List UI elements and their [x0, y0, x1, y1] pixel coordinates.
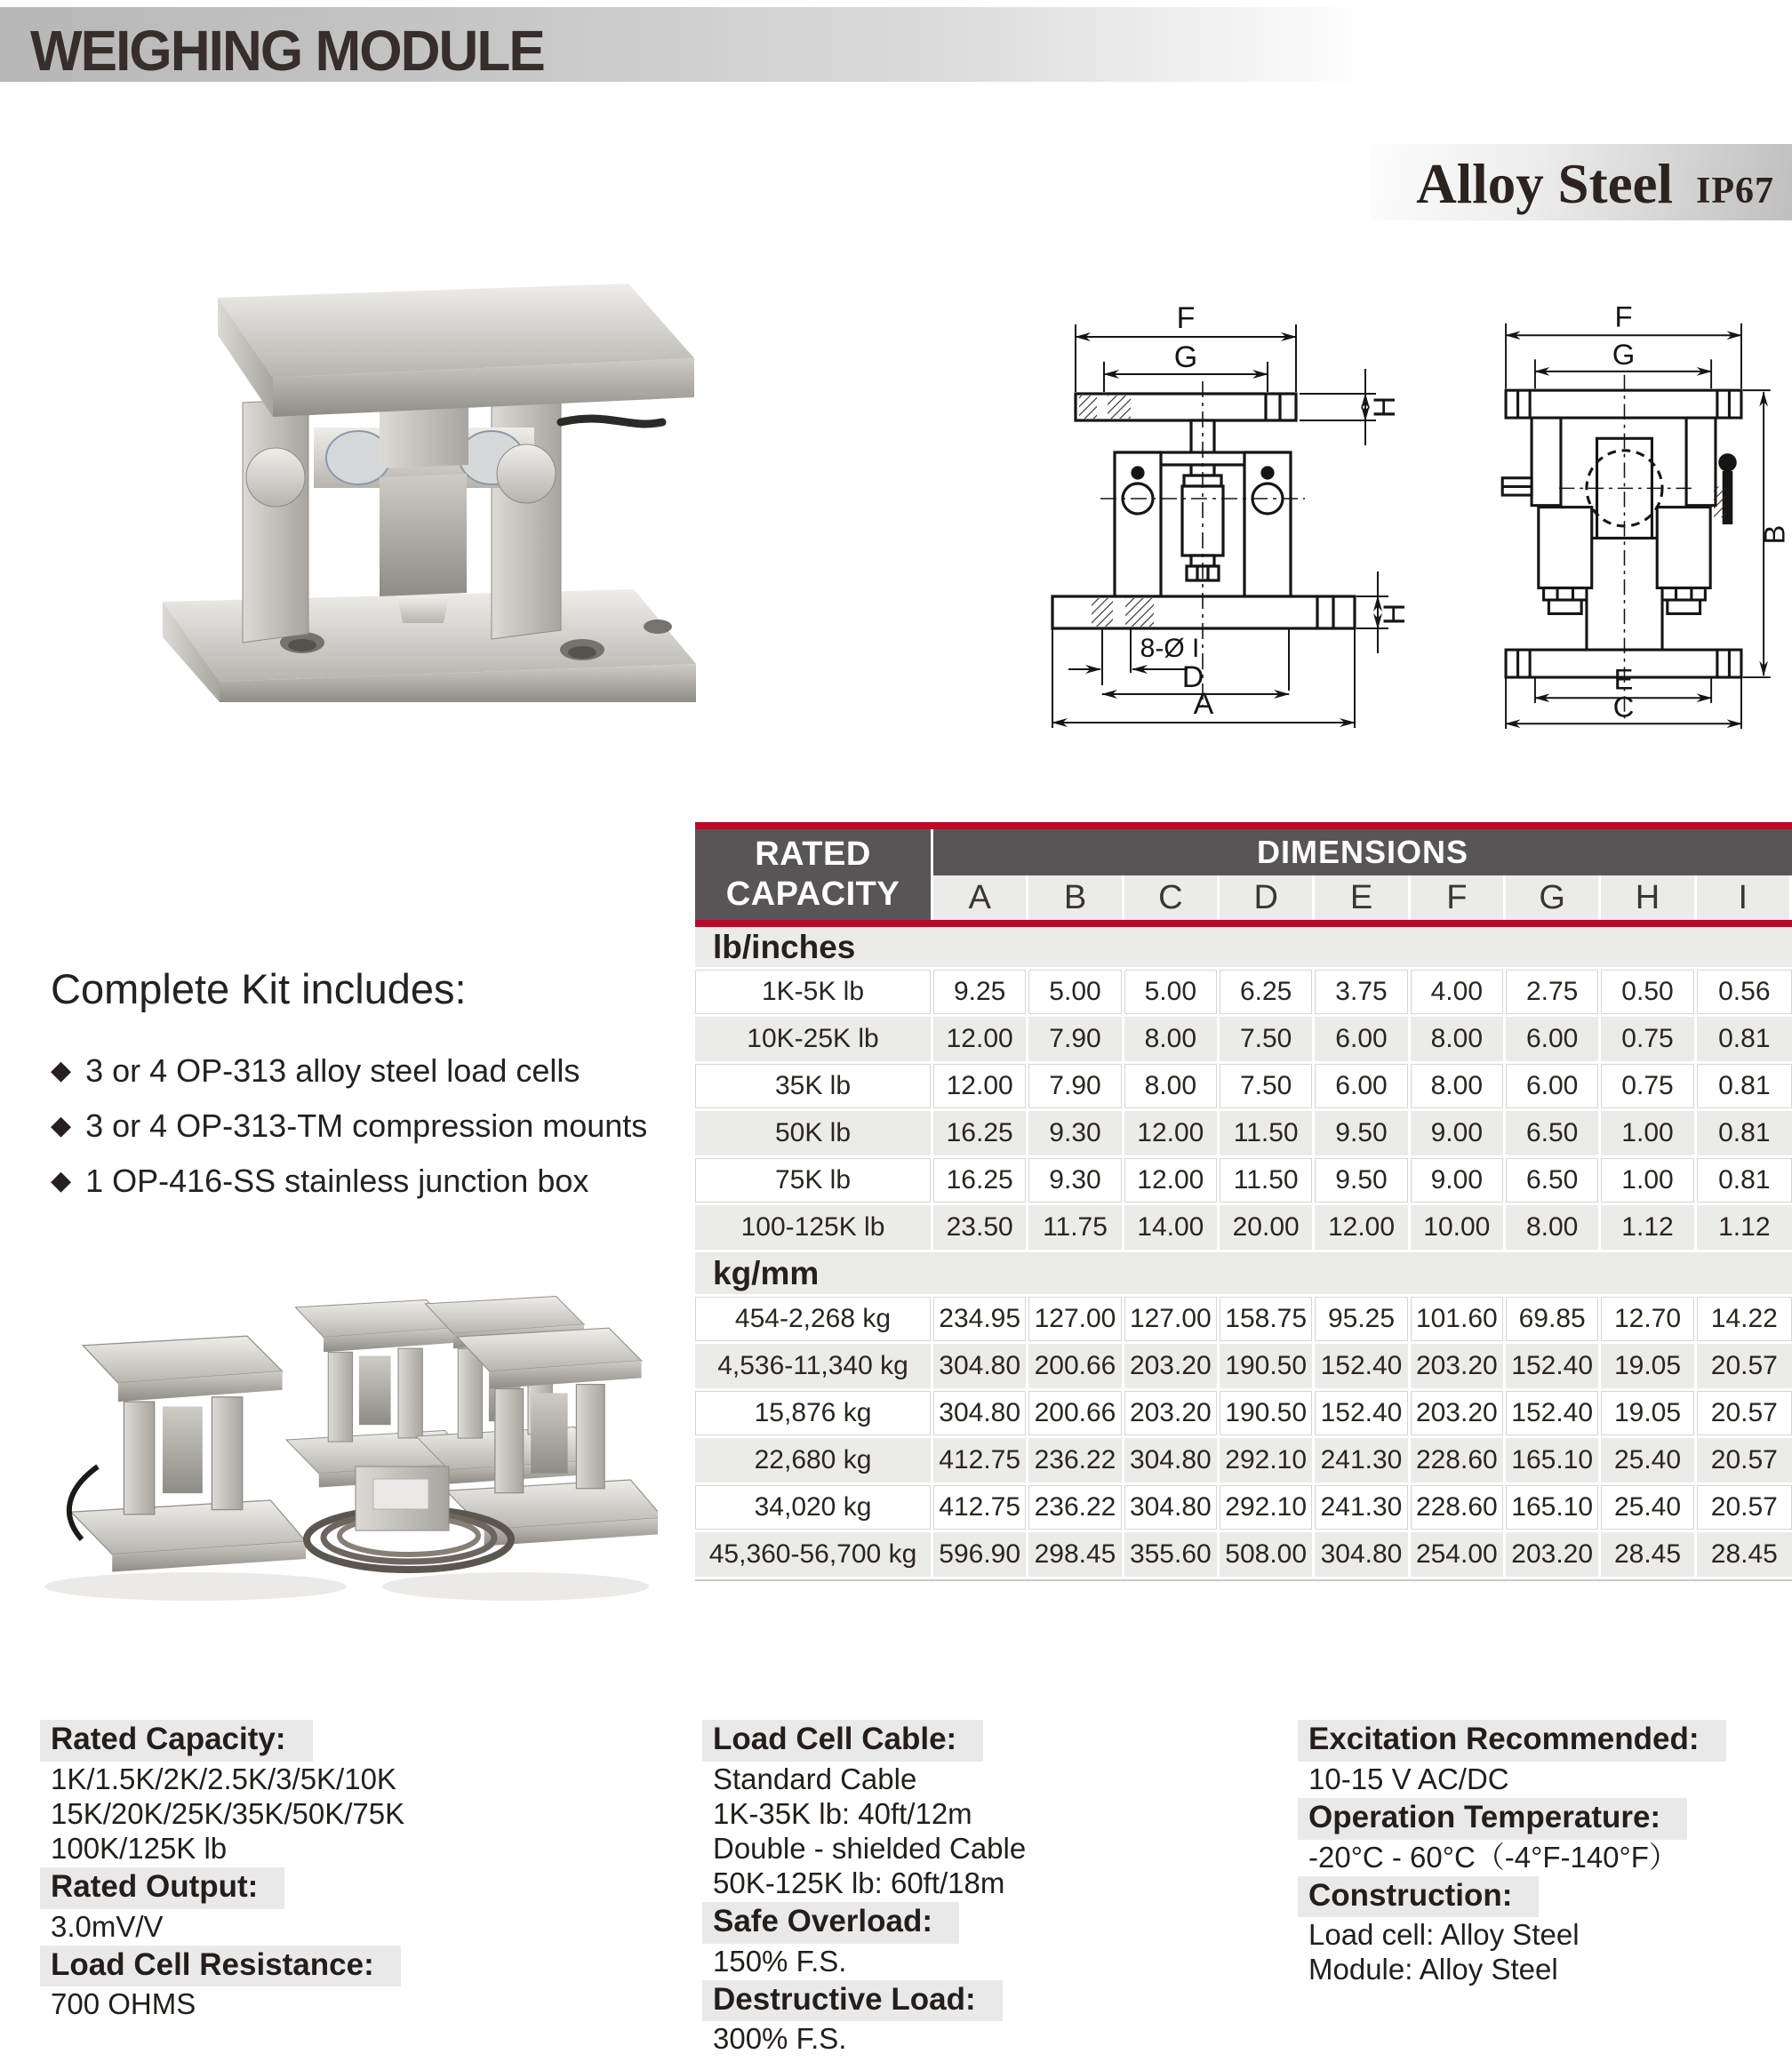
- dimensions-table: [695, 822, 1792, 1579]
- dimension-value-cell: 6.00: [1315, 1064, 1410, 1111]
- dimension-value-cell: 165.10: [1506, 1485, 1601, 1532]
- dimension-value-cell: 0.56: [1697, 970, 1792, 1017]
- dimension-value-cell: 7.50: [1220, 1017, 1315, 1064]
- spec-value: 100K/125K lb: [51, 1831, 228, 1865]
- dimension-value-cell: 127.00: [1124, 1297, 1220, 1344]
- dimension-value-cell: 6.00: [1506, 1064, 1601, 1111]
- dim-label-a: A: [1193, 687, 1214, 721]
- dimension-value-cell: 19.05: [1601, 1391, 1696, 1438]
- spec-heading: Construction:: [1298, 1876, 1539, 1918]
- dimension-value-cell: 16.25: [933, 1158, 1028, 1205]
- dimension-column-label: H: [1601, 875, 1696, 920]
- page-title: WEIGHING MODULE: [30, 19, 544, 83]
- dimension-value-cell: 8.00: [1506, 1205, 1601, 1252]
- dimension-column-label: G: [1506, 875, 1601, 920]
- capacity-cell: 15,876 kg: [695, 1391, 933, 1438]
- dim-label-f: F: [1614, 300, 1633, 333]
- table-accent-line: [695, 822, 1792, 829]
- dimension-value-cell: 6.00: [1506, 1017, 1601, 1064]
- dimension-value-cell: 9.30: [1028, 1111, 1124, 1158]
- side-view-drawing: [1456, 289, 1792, 731]
- dimension-value-cell: 9.30: [1028, 1158, 1124, 1205]
- dimension-value-cell: 11.50: [1220, 1111, 1315, 1158]
- spec-heading: Excitation Recommended:: [1298, 1720, 1726, 1762]
- dimension-value-cell: 412.75: [933, 1438, 1028, 1485]
- dimension-value-cell: 8.00: [1124, 1064, 1220, 1111]
- material-name: Alloy Steel: [1416, 153, 1673, 215]
- dimension-value-cell: 20.00: [1220, 1205, 1315, 1252]
- kit-section: [51, 964, 691, 1209]
- spec-value: 15K/20K/25K/35K/50K/75K: [51, 1796, 405, 1830]
- dim-label-h-top: H: [1368, 396, 1402, 419]
- dimension-value-cell: 10.00: [1411, 1205, 1506, 1252]
- dimension-value-cell: 203.20: [1411, 1391, 1506, 1438]
- dimension-value-cell: 200.66: [1028, 1391, 1124, 1438]
- dimension-value-cell: 25.40: [1601, 1438, 1696, 1485]
- dimension-value-cell: 0.81: [1697, 1111, 1792, 1158]
- dimension-value-cell: 6.00: [1315, 1017, 1410, 1064]
- dimension-value-cell: 14.22: [1697, 1297, 1792, 1344]
- dimension-column-label: B: [1028, 875, 1124, 920]
- dimension-value-cell: 11.75: [1028, 1205, 1124, 1252]
- dim-label-h-bottom: H: [1378, 603, 1412, 626]
- spec-heading: Operation Temperature:: [1298, 1798, 1687, 1840]
- dimension-value-cell: 241.30: [1315, 1485, 1410, 1532]
- dimension-value-cell: 234.95: [933, 1297, 1028, 1344]
- dimension-column-label: E: [1315, 875, 1410, 920]
- capacity-cell: 22,680 kg: [695, 1438, 933, 1485]
- dimension-value-cell: 12.00: [1124, 1158, 1220, 1205]
- diamond-bullet-icon: ◆: [51, 1111, 72, 1140]
- dimension-value-cell: 95.25: [1315, 1297, 1410, 1344]
- spec-value: 700 OHMS: [51, 1987, 196, 2021]
- spec-value: Double - shielded Cable: [713, 1831, 1027, 1865]
- spec-value: Module: Alloy Steel: [1308, 1953, 1558, 1986]
- dimension-value-cell: 158.75: [1220, 1297, 1315, 1344]
- dim-label-b: B: [1757, 524, 1791, 545]
- dimension-value-cell: 6.50: [1506, 1111, 1601, 1158]
- dimension-value-cell: 298.45: [1028, 1532, 1124, 1579]
- dimension-value-cell: 1.00: [1601, 1111, 1696, 1158]
- kit-item-label: 3 or 4 OP-313 alloy steel load cells: [85, 1052, 580, 1089]
- capacity-cell: 75K lb: [695, 1158, 933, 1205]
- dimension-value-cell: 101.60: [1411, 1297, 1506, 1344]
- dimension-value-cell: 355.60: [1124, 1532, 1220, 1579]
- dimension-value-cell: 12.70: [1601, 1297, 1696, 1344]
- dimension-value-cell: 152.40: [1315, 1391, 1410, 1438]
- dimension-value-cell: 20.57: [1697, 1438, 1792, 1485]
- dimension-value-cell: 1.12: [1697, 1205, 1792, 1252]
- spec-col-left: [40, 1718, 609, 2021]
- dimension-value-cell: 304.80: [933, 1344, 1028, 1391]
- dimension-value-cell: 3.75: [1315, 970, 1410, 1017]
- capacity-cell: 45,360-56,700 kg: [695, 1532, 933, 1579]
- capacity-cell: 100-125K lb: [695, 1205, 933, 1252]
- dimension-value-cell: 165.10: [1506, 1438, 1601, 1485]
- spec-value: 1K-35K lb: 40ft/12m: [713, 1796, 972, 1830]
- dimension-column-label: D: [1220, 875, 1315, 920]
- dimension-value-cell: 5.00: [1124, 970, 1220, 1017]
- dimension-value-cell: 7.90: [1028, 1017, 1124, 1064]
- kit-item-label: 1 OP-416-SS stainless junction box: [85, 1163, 589, 1199]
- dimension-value-cell: 9.50: [1315, 1158, 1410, 1205]
- dimension-value-cell: 228.60: [1411, 1485, 1506, 1532]
- dimension-value-cell: 203.20: [1124, 1344, 1220, 1391]
- spec-heading: Rated Capacity:: [40, 1720, 313, 1762]
- dimension-value-cell: 152.40: [1506, 1391, 1601, 1438]
- kit-heading: Complete Kit includes:: [51, 965, 467, 1012]
- dim-label-g: G: [1173, 340, 1198, 374]
- dimension-value-cell: 236.22: [1028, 1485, 1124, 1532]
- dimension-value-cell: 8.00: [1124, 1017, 1220, 1064]
- dimension-value-cell: 20.57: [1697, 1485, 1792, 1532]
- kit-item-label: 3 or 4 OP-313-TM compression mounts: [85, 1107, 648, 1144]
- dimension-value-cell: 28.45: [1697, 1532, 1792, 1579]
- dimension-column-label: C: [1124, 875, 1220, 920]
- dimension-value-cell: 203.20: [1411, 1344, 1506, 1391]
- dimension-value-cell: 0.81: [1697, 1017, 1792, 1064]
- dimension-value-cell: 200.66: [1028, 1344, 1124, 1391]
- dimensions-header: DIMENSIONS: [933, 829, 1792, 875]
- dimension-value-cell: 0.81: [1697, 1158, 1792, 1205]
- capacity-cell: 4,536-11,340 kg: [695, 1344, 933, 1391]
- dimension-column-label: A: [933, 875, 1028, 920]
- spec-heading: Rated Output:: [40, 1867, 284, 1909]
- dimension-value-cell: 28.45: [1601, 1532, 1696, 1579]
- spec-value: Standard Cable: [713, 1762, 917, 1795]
- dim-label-c: C: [1612, 690, 1635, 723]
- dimension-column-label: I: [1697, 875, 1792, 920]
- spec-col-right: [1298, 1718, 1792, 1986]
- module-photo: [84, 253, 702, 702]
- kit-item: [51, 1043, 691, 1099]
- spec-value: -20°C - 60°C（-4°F-140°F）: [1308, 1840, 1678, 1874]
- capacity-cell: 50K lb: [695, 1111, 933, 1158]
- kit-item: [51, 1154, 691, 1209]
- dimension-value-cell: 0.75: [1601, 1064, 1696, 1111]
- spec-value: 1K/1.5K/2K/2.5K/3/5K/10K: [51, 1762, 396, 1795]
- page-header-bar: [0, 7, 1366, 82]
- dimension-value-cell: 292.10: [1220, 1438, 1315, 1485]
- capacity-cell: 1K-5K lb: [695, 970, 933, 1017]
- material-badge: [1371, 144, 1792, 220]
- dimension-value-cell: 127.00: [1028, 1297, 1124, 1344]
- dimension-value-cell: 9.00: [1411, 1111, 1506, 1158]
- dimension-value-cell: 236.22: [1028, 1438, 1124, 1485]
- dimension-value-cell: 228.60: [1411, 1438, 1506, 1485]
- capacity-header-line: CAPACITY: [725, 875, 900, 913]
- table-accent-line: [695, 920, 1792, 927]
- kit-list: [51, 1043, 691, 1209]
- dimension-value-cell: 11.50: [1220, 1158, 1315, 1205]
- dimension-value-cell: 8.00: [1411, 1064, 1506, 1111]
- dimension-value-cell: 9.25: [933, 970, 1028, 1017]
- dimension-value-cell: 254.00: [1411, 1532, 1506, 1579]
- spec-value: 150% F.S.: [713, 1944, 847, 1978]
- capacity-cell: 35K lb: [695, 1064, 933, 1111]
- dimension-value-cell: 9.50: [1315, 1111, 1410, 1158]
- dimension-value-cell: 304.80: [1315, 1532, 1410, 1579]
- diamond-bullet-icon: ◆: [51, 1166, 72, 1195]
- dimension-value-cell: 12.00: [933, 1064, 1028, 1111]
- dimension-value-cell: 4.00: [1411, 970, 1506, 1017]
- dimension-value-cell: 304.80: [1124, 1485, 1220, 1532]
- dimension-value-cell: 16.25: [933, 1111, 1028, 1158]
- dimension-value-cell: 0.50: [1601, 970, 1696, 1017]
- dimension-value-cell: 0.81: [1697, 1064, 1792, 1111]
- dimension-value-cell: 0.75: [1601, 1017, 1696, 1064]
- diamond-bullet-icon: ◆: [51, 1056, 72, 1085]
- capacity-column-header: [695, 829, 933, 920]
- dimension-value-cell: 7.50: [1220, 1064, 1315, 1111]
- dim-label-d: D: [1181, 660, 1204, 694]
- spec-col-mid: [702, 1718, 1271, 2056]
- dimension-value-cell: 304.80: [1124, 1438, 1220, 1485]
- dim-label-f: F: [1176, 301, 1196, 335]
- dimension-value-cell: 1.00: [1601, 1158, 1696, 1205]
- spec-value: 3.0mV/V: [51, 1909, 164, 1943]
- dimension-value-cell: 6.50: [1506, 1158, 1601, 1205]
- dimension-value-cell: 596.90: [933, 1532, 1028, 1579]
- dimension-value-cell: 190.50: [1220, 1344, 1315, 1391]
- spec-heading: Load Cell Cable:: [702, 1720, 983, 1762]
- dimension-value-cell: 1.12: [1601, 1205, 1696, 1252]
- table-section-label: kg/mm: [695, 1252, 1792, 1297]
- dimension-value-cell: 5.00: [1028, 970, 1124, 1017]
- dimension-column-label: F: [1411, 875, 1506, 920]
- capacity-cell: 454-2,268 kg: [695, 1297, 933, 1344]
- dimension-value-cell: 20.57: [1697, 1344, 1792, 1391]
- dimension-value-cell: 292.10: [1220, 1485, 1315, 1532]
- dimension-value-cell: 152.40: [1315, 1344, 1410, 1391]
- dimension-value-cell: 508.00: [1220, 1532, 1315, 1579]
- dimension-value-cell: 6.25: [1220, 970, 1315, 1017]
- dim-label-g: G: [1612, 338, 1636, 372]
- spec-heading: Load Cell Resistance:: [40, 1946, 401, 1987]
- dimension-value-cell: 69.85: [1506, 1297, 1601, 1344]
- capacity-header-line: RATED: [755, 835, 871, 874]
- dimension-value-cell: 9.00: [1411, 1158, 1506, 1205]
- dim-label-holes: 8-Ø I: [1140, 634, 1200, 663]
- kit-item: [51, 1099, 691, 1154]
- dimension-value-cell: 190.50: [1220, 1391, 1315, 1438]
- dimension-value-cell: 2.75: [1506, 970, 1601, 1017]
- dimension-value-cell: 241.30: [1315, 1438, 1410, 1485]
- dimension-value-cell: 412.75: [933, 1485, 1028, 1532]
- spec-value: Load cell: Alloy Steel: [1308, 1918, 1580, 1952]
- dimension-value-cell: 7.90: [1028, 1064, 1124, 1111]
- dimension-value-cell: 20.57: [1697, 1391, 1792, 1438]
- spec-value: 300% F.S.: [713, 2022, 847, 2056]
- dimension-value-cell: 203.20: [1506, 1532, 1601, 1579]
- dimension-value-cell: 304.80: [933, 1391, 1028, 1438]
- dimension-value-cell: 203.20: [1124, 1391, 1220, 1438]
- dim-label-e: E: [1613, 662, 1634, 696]
- capacity-cell: 10K-25K lb: [695, 1017, 933, 1064]
- dimension-value-cell: 8.00: [1411, 1017, 1506, 1064]
- ip-rating: IP67: [1696, 171, 1774, 212]
- dimension-value-cell: 12.00: [933, 1017, 1028, 1064]
- dimension-value-cell: 23.50: [933, 1205, 1028, 1252]
- dimension-value-cell: 12.00: [1315, 1205, 1410, 1252]
- table-section-label: lb/inches: [695, 927, 1792, 970]
- dimension-value-cell: 12.00: [1124, 1111, 1220, 1158]
- front-view-drawing: [1003, 289, 1412, 747]
- dimension-value-cell: 14.00: [1124, 1205, 1220, 1252]
- dimension-value-cell: 25.40: [1601, 1485, 1696, 1532]
- capacity-cell: 34,020 kg: [695, 1485, 933, 1532]
- spec-value: 50K-125K lb: 60ft/18m: [713, 1866, 1005, 1899]
- spec-value: 10-15 V AC/DC: [1308, 1762, 1509, 1795]
- kit-photo: [36, 1244, 658, 1609]
- spec-heading: Destructive Load:: [702, 1980, 1003, 2022]
- dimension-value-cell: 19.05: [1601, 1344, 1696, 1391]
- dimension-value-cell: 152.40: [1506, 1344, 1601, 1391]
- spec-heading: Safe Overload:: [702, 1902, 959, 1944]
